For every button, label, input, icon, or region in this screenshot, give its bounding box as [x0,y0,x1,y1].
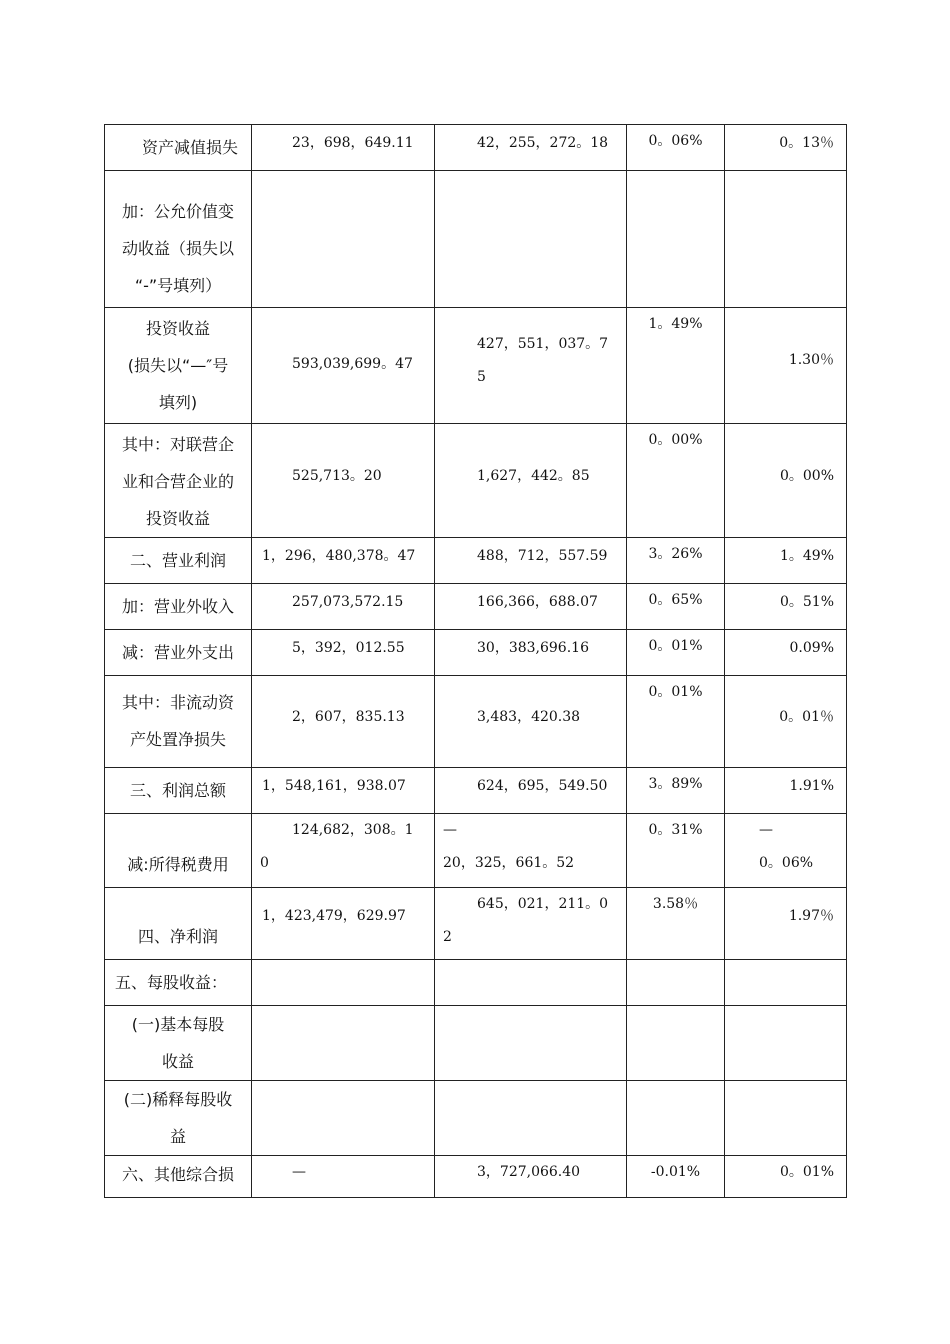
prior-period-value: 1,627，442。85 [435,424,627,538]
current-ratio: 0。06% [627,125,725,171]
table-row [105,171,847,308]
current-ratio: -0.01% [627,1156,725,1198]
current-ratio: 1。49% [627,308,725,424]
prior-period-value: 645，021，211。0 2 [435,888,627,960]
prior-period-value [435,1006,627,1081]
prior-period-value [435,1081,627,1156]
prior-period-value: 3，727,066.40 [435,1156,627,1198]
prior-ratio: 1.97％ [725,888,847,960]
current-period-value: 2，607，835.13 [252,676,435,768]
row-label: 其中：非流动资 产处置净损失 [105,676,252,768]
prior-ratio: 0。51% [725,584,847,630]
current-period-value [252,1006,435,1081]
prior-ratio: 1.91% [725,768,847,814]
table-row [105,538,847,584]
prior-ratio [725,171,847,308]
current-ratio: 0。65% [627,584,725,630]
current-ratio: 3。26% [627,538,725,584]
row-label: 投资收益 (损失以“—″号 填列) [105,308,252,424]
current-period-value: 525,713。20 [252,424,435,538]
current-period-value: 257,073,572.15 [252,584,435,630]
row-label: (一)基本每股 收益 [105,1006,252,1081]
table-row [105,1006,847,1081]
current-period-value: 1，423,479，629.97 [252,888,435,960]
row-label: 其中：对联营企 业和合营企业的 投资收益 [105,424,252,538]
prior-ratio: 1。49% [725,538,847,584]
table-row [105,424,847,538]
prior-ratio [725,1081,847,1156]
prior-period-value: 42，255，272。18 [435,125,627,171]
row-label: 二、营业利润 [105,538,252,584]
prior-ratio: 0。01％ [725,676,847,768]
table-row [105,768,847,814]
table-row [105,1156,847,1198]
prior-ratio: 0。13％ [725,125,847,171]
prior-period-value: 427，551，037。7 5 [435,308,627,424]
prior-period-value: 488，712，557.59 [435,538,627,584]
row-label: 三、利润总额 [105,768,252,814]
row-label: (二)稀释每股收 益 [105,1081,252,1156]
prior-ratio: 0。00% [725,424,847,538]
current-period-value [252,171,435,308]
table-row [105,584,847,630]
prior-period-value: — 20，325，661。52 [435,814,627,888]
current-period-value [252,1081,435,1156]
prior-ratio: 0.09% [725,630,847,676]
current-ratio [627,1081,725,1156]
prior-ratio: — 0。06% [725,814,847,888]
prior-ratio: 1.30％ [725,308,847,424]
current-ratio: 0。01% [627,630,725,676]
current-period-value: 593,039,699。47 [252,308,435,424]
income-statement-table [104,124,847,1198]
current-period-value: 1，296，480,378。47 [252,538,435,584]
current-period-value: 23，698，649.11 [252,125,435,171]
prior-period-value: 30，383,696.16 [435,630,627,676]
current-ratio [627,171,725,308]
table-row [105,125,847,171]
row-label: 减：营业外支出 [105,630,252,676]
current-ratio: 3。89% [627,768,725,814]
current-ratio: 0。00% [627,424,725,538]
current-period-value: — [252,1156,435,1198]
row-label: 六、其他综合损 [105,1156,252,1198]
table-row [105,814,847,888]
current-period-value: 1，548,161，938.07 [252,768,435,814]
current-ratio [627,960,725,1006]
row-label: 加：营业外收入 [105,584,252,630]
prior-ratio: 0。01% [725,1156,847,1198]
prior-ratio [725,960,847,1006]
current-period-value [252,960,435,1006]
row-label: 资产减值损失 [105,125,252,171]
row-label: 加：公允价值变 动收益（损失以 “-”号填列） [105,171,252,308]
table-row [105,676,847,768]
prior-period-value: 624，695，549.50 [435,768,627,814]
table-row [105,308,847,424]
prior-period-value [435,171,627,308]
current-ratio: 0。31% [627,814,725,888]
prior-period-value: 166,366，688.07 [435,584,627,630]
current-ratio [627,1006,725,1081]
row-label: 减:所得税费用 [105,814,252,888]
row-label: 五、每股收益： [105,960,252,1006]
current-ratio: 0。01% [627,676,725,768]
current-period-value: 5，392，012.55 [252,630,435,676]
prior-ratio [725,1006,847,1081]
table-row [105,888,847,960]
prior-period-value: 3,483，420.38 [435,676,627,768]
current-ratio: 3.58％ [627,888,725,960]
row-label: 四、净利润 [105,888,252,960]
prior-period-value [435,960,627,1006]
table-row [105,960,847,1006]
table-row [105,1081,847,1156]
current-period-value: 124,682，308。1 0 [252,814,435,888]
table-row [105,630,847,676]
